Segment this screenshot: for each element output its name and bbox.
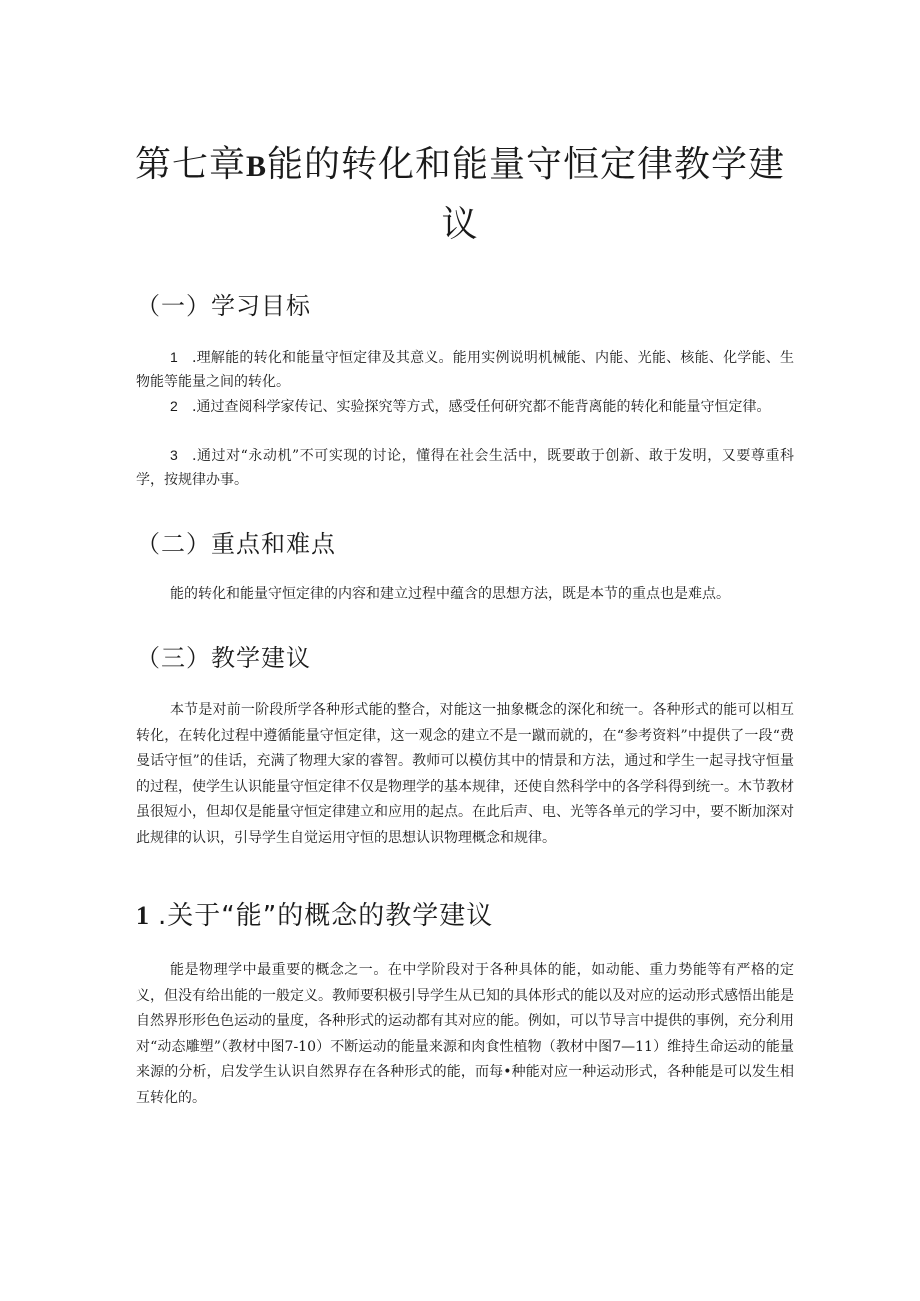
key-points-heading: （二）重点和难点 (136, 530, 336, 558)
objective-number: 1 (170, 349, 178, 365)
title-mark: B (245, 150, 267, 183)
objective-item (136, 345, 794, 394)
objectives-heading: （一）学习目标 (136, 292, 311, 320)
energy-concept-heading (136, 895, 493, 932)
energy-concept-text: 能是物理学中最重要的概念之一。在中学阶段对于各种具体的能，如动能、重力势能等有严格的定义，但没有给出能的一般定义。教师要积极引导学生从已知的具体形式的能以及对应的运动形式感悟出能是自然界形形色色运动的量度，各种形式的运动都有其对应的能。例如，可以节导言中提供的事例，充分利用对“动态雕塑”（教材中图7-10）不断运动的能量来源和肉食性植物（教材中图7—11）维持生命运动的能量来源的分析，启发学生认识自然界存在各种形式的能，而每•种能对应一种运动形式，各种能是可以发生相互转化的。 (136, 962, 794, 1106)
energy-concept-title: .关于“能”的概念的教学建议 (158, 901, 494, 931)
title-text: 能的转化和能量守恒定律教学建 (267, 144, 786, 185)
document-title-line2: 议 (441, 204, 479, 245)
objective-item (136, 394, 794, 419)
key-points-text: 能的转化和能量守恒定律的内容和建立过程中蕴含的思想方法，既是本节的重点也是难点。 (170, 586, 730, 602)
energy-concept-number: 1 (136, 901, 150, 930)
objective-number: 2 (170, 398, 178, 414)
objective-text: .通过对“永动机”不可实现的讨论，懂得在社会生活中，既要敢于创新、敢于发明，又要尊重科学，按规律办事。 (136, 448, 794, 488)
objective-text: .通过查阅科学家传记、实验探究等方式，感受任何研究都不能背离能的转化和能量守恒定律。 (192, 399, 771, 415)
objective-number: 3 (170, 447, 178, 463)
title-chapter: 第七章 (134, 144, 246, 185)
objective-item (136, 443, 794, 492)
objective-text: .理解能的转化和能量守恒定律及其意义。能用实例说明机械能、内能、光能、核能、化学能、生物能等能量之间的转化。 (136, 350, 794, 390)
document-title-line1 (120, 136, 800, 187)
suggestions-text: 本节是对前一阶段所学各种形式能的整合，对能这一抽象概念的深化和统一。各种形式的能可以相互转化，在转化过程中遵循能量守恒定律，这一观念的建立不是一蹴而就的，在“参考资料”中提供了一段“费曼话守恒”的佳话，充满了物理大家的睿智。教师可以模仿其中的情景和方法，通过和学生一起寻找守恒量的过程，使学生认识能量守恒定律不仅是物理学的基本规律，还使自然科学中的各学科得到统一。木节教材虽很短小，但却仅是能量守恒定律建立和应用的起点。在此后声、电、光等各单元的学习中，要不断加深对此规律的认识，引导学生自觉运用守恒的思想认识物理概念和规律。 (136, 702, 794, 846)
suggestions-heading: （三）教学建议 (136, 644, 311, 672)
